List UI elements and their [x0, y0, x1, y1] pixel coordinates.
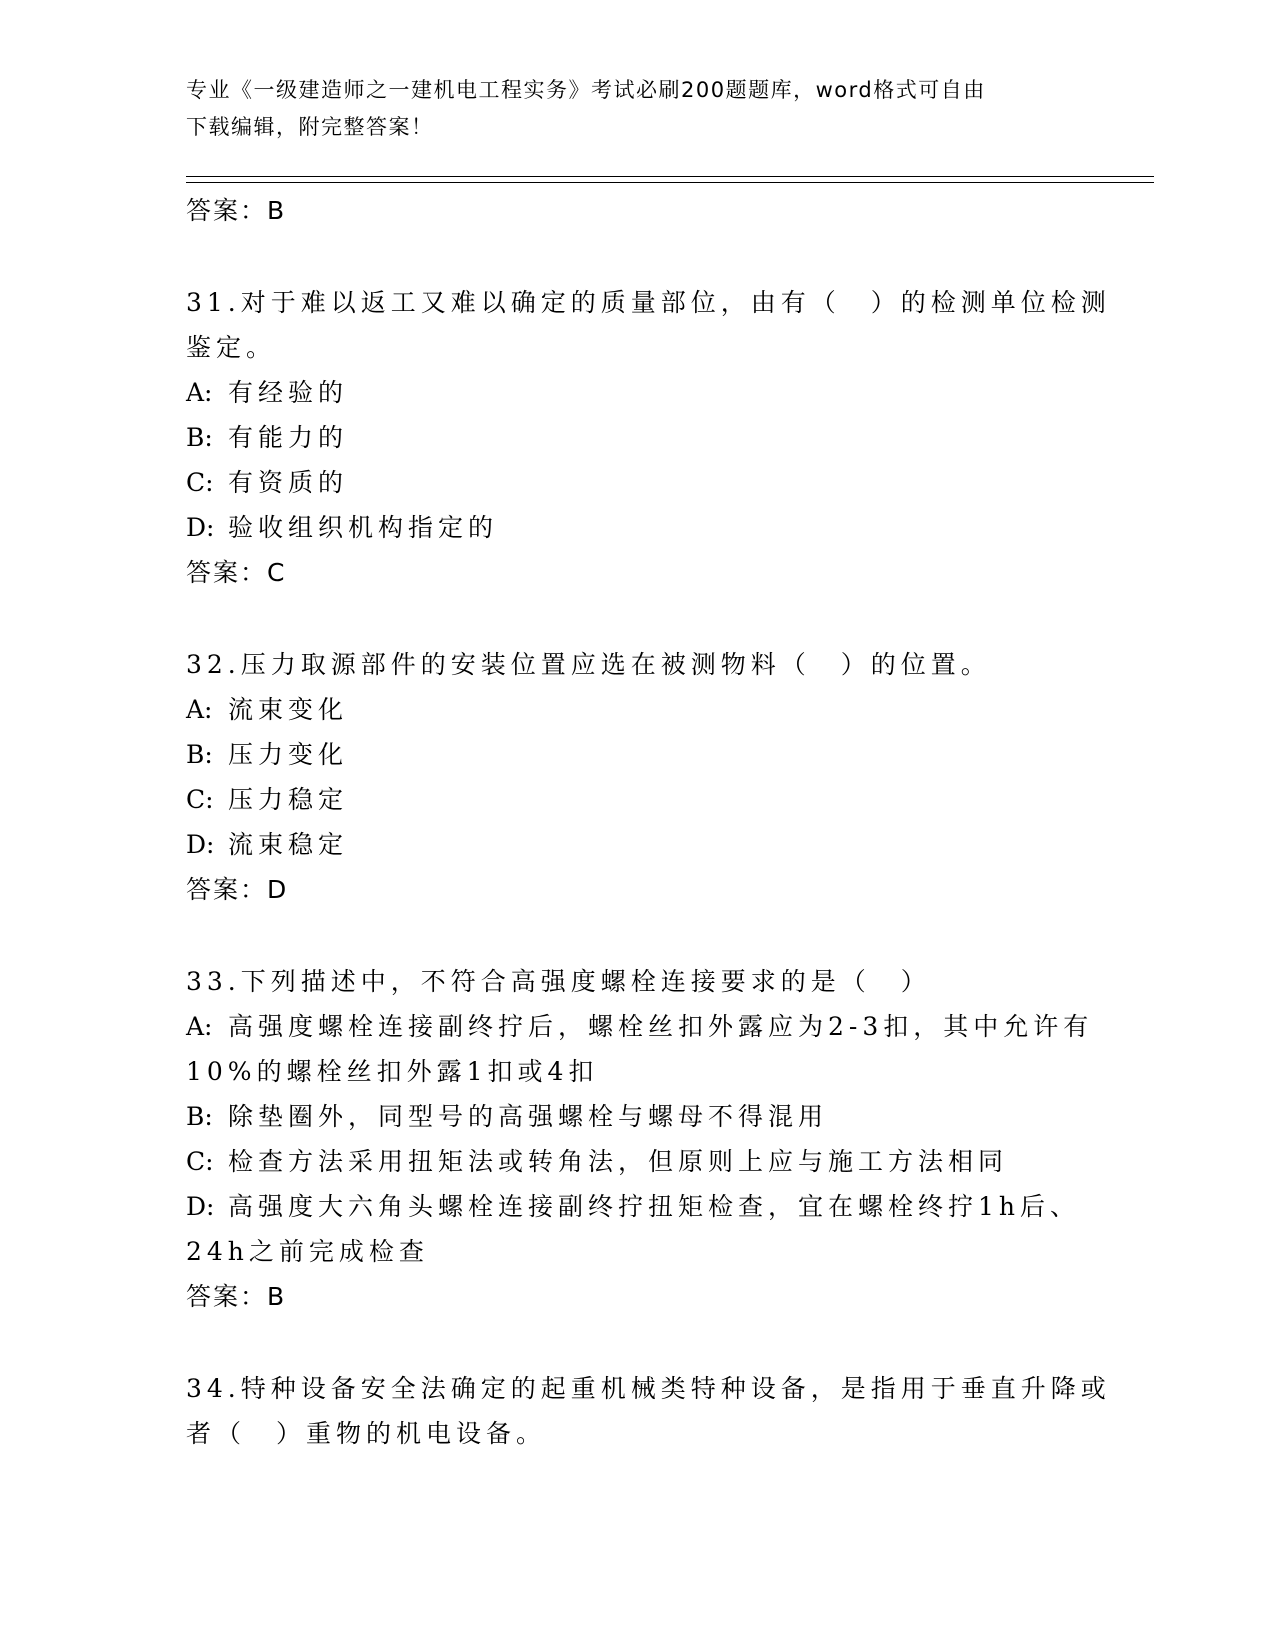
option-a — [186, 1004, 1094, 1049]
option-a — [186, 370, 1086, 415]
question-33 — [186, 959, 1094, 1319]
option-b — [186, 1094, 1086, 1139]
spacer — [186, 233, 1086, 280]
option-a — [186, 687, 1086, 732]
option-label: B: — [186, 740, 213, 769]
option-text: 压力稳定 — [228, 785, 349, 814]
question-stem-line: 31.对于难以返工又难以确定的质量部位，由有（ ）的检测单位检测 — [186, 288, 1111, 317]
question-stem-line: 32.压力取源部件的安装位置应选在被测物料（ ）的位置。 — [186, 650, 991, 679]
option-label: B: — [186, 423, 213, 452]
document-body — [186, 188, 1111, 1456]
option-text: 有经验的 — [228, 378, 349, 407]
option-label: C: — [186, 785, 214, 814]
question-31 — [186, 280, 1111, 595]
spacer — [186, 1319, 1086, 1366]
header-divider-top — [186, 176, 1154, 177]
option-label: D: — [186, 830, 215, 859]
option-c — [186, 777, 1086, 822]
option-label: C: — [186, 1147, 214, 1176]
option-continuation: 24h之前完成检查 — [186, 1237, 429, 1266]
answer: 答案：C — [186, 558, 287, 587]
option-text: 压力变化 — [228, 740, 349, 769]
header-line-2: 下载编辑，附完整答案！ — [186, 115, 434, 139]
spacer — [186, 595, 1086, 642]
question-stem-line: 鉴定。 — [186, 333, 277, 362]
option-label: A: — [186, 378, 213, 407]
option-text: 有资质的 — [228, 468, 349, 497]
option-label: D: — [186, 1192, 215, 1221]
question-stem-line: 34.特种设备安全法确定的起重机械类特种设备，是指用于垂直升降或 — [186, 1374, 1111, 1403]
question-34 — [186, 1366, 1111, 1456]
option-label: A: — [186, 1012, 213, 1041]
option-label: B: — [186, 1102, 213, 1131]
question-stem-line: 者（ ）重物的机电设备。 — [186, 1419, 547, 1448]
option-label: A: — [186, 695, 213, 724]
question-stem-line: 33.下列描述中，不符合高强度螺栓连接要求的是（ ） — [186, 967, 931, 996]
previous-answer: 答案：B — [186, 196, 287, 225]
option-text: 验收组织机构指定的 — [228, 513, 499, 542]
spacer — [186, 912, 1086, 959]
option-text: 有能力的 — [228, 423, 349, 452]
option-text: 流束变化 — [228, 695, 349, 724]
question-32 — [186, 642, 1086, 912]
answer: 答案：D — [186, 875, 289, 904]
option-label: C: — [186, 468, 214, 497]
header-line-1: 专业《一级建造师之一建机电工程实务》考试必刷200题题库，word格式可自由 — [186, 78, 986, 102]
answer: 答案：B — [186, 1282, 287, 1311]
option-d — [186, 822, 1086, 867]
option-c — [186, 460, 1086, 505]
option-d — [186, 505, 1086, 550]
option-d — [186, 1184, 1086, 1229]
header-divider-bottom — [186, 182, 1154, 183]
option-text: 除垫圈外，同型号的高强螺栓与螺母不得混用 — [228, 1102, 829, 1131]
option-b — [186, 732, 1086, 777]
option-label: D: — [186, 513, 215, 542]
document-header — [186, 72, 1086, 146]
option-continuation: 10%的螺栓丝扣外露1扣或4扣 — [186, 1057, 599, 1086]
option-text: 流束稳定 — [228, 830, 349, 859]
option-b — [186, 415, 1086, 460]
option-text: 高强度大六角头螺栓连接副终拧扭矩检查，宜在螺栓终拧1h后、 — [228, 1192, 1081, 1221]
option-text: 检查方法采用扭矩法或转角法，但原则上应与施工方法相同 — [228, 1147, 1009, 1176]
option-text: 高强度螺栓连接副终拧后，螺栓丝扣外露应为2-3扣，其中允许有 — [228, 1012, 1094, 1041]
option-c — [186, 1139, 1086, 1184]
